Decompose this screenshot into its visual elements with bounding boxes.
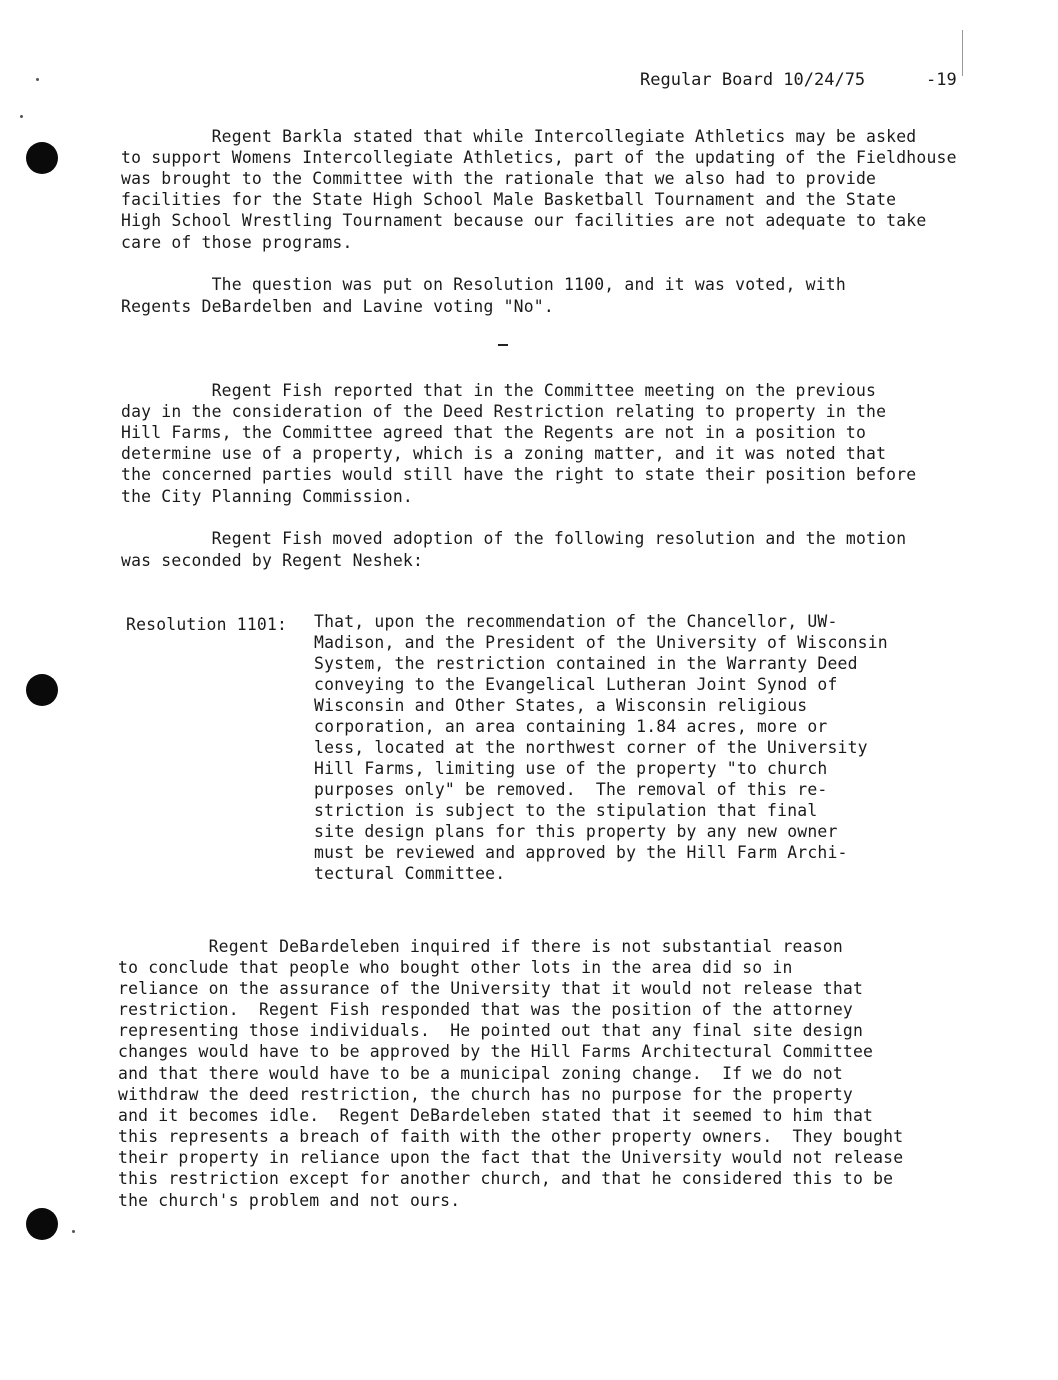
resolution-line: less, located at the northwest corner of the University [314, 738, 868, 757]
resolution-line: That, upon the recommendation of the Chancellor, UW- [314, 612, 838, 631]
resolution-line: site design plans for this property by any new owner [314, 822, 838, 841]
header-page-number: -19 [926, 70, 957, 90]
text-line: Hill Farms, the Committee agreed that the Regents are not in a position to [121, 423, 867, 442]
scan-speck [72, 1230, 75, 1233]
text-line: care of those programs. [121, 233, 353, 252]
text-line: changes would have to be approved by the Hill Farms Architectural Committee [118, 1042, 874, 1061]
punch-hole-top [26, 142, 58, 174]
text-line: the concerned parties would still have the right to state their position before [121, 465, 917, 484]
text-line: determine use of a property, which is a zoning matter, and it was noted that [121, 444, 887, 463]
text-line: the City Planning Commission. [121, 487, 413, 506]
resolution-line: corporation, an area containing 1.84 acres, more or [314, 717, 828, 736]
text-line: reliance on the assurance of the University that it would not release that [118, 979, 864, 998]
resolution-line: Madison, and the President of the University of Wisconsin [314, 633, 888, 652]
resolution-line: conveying to the Evangelical Lutheran Joint Synod of [314, 675, 838, 694]
resolution-line: striction is subject to the stipulation that final [314, 801, 818, 820]
text-line: facilities for the State High School Male Basketball Tournament and the State [121, 190, 897, 209]
resolution-line: System, the restriction contained in the Warranty Deed [314, 654, 858, 673]
scan-edge-mark [962, 30, 963, 76]
resolution-label: Resolution 1101: [126, 615, 288, 634]
text-line: restriction. Regent Fish responded that was the position of the attorney [118, 1000, 853, 1019]
scan-speck [36, 78, 39, 81]
text-line: was brought to the Committee with the rationale that we also had to provide [121, 169, 877, 188]
header-title: Regular Board 10/24/75 [640, 70, 866, 90]
text-line: High School Wrestling Tournament because our facilities are not adequate to take [121, 211, 927, 230]
text-line: Regent Fish moved adoption of the following resolution and the motion [121, 529, 907, 548]
punch-hole-bottom [26, 1208, 58, 1240]
separator-dash [498, 344, 508, 346]
text-line: Regent Fish reported that in the Committee meeting on the previous [121, 381, 877, 400]
text-line: Regents DeBardelben and Lavine voting "No". [121, 297, 554, 316]
text-line: Regent DeBardeleben inquired if there is not substantial reason [118, 937, 843, 956]
text-line: this represents a breach of faith with the other property owners. They bought [118, 1127, 904, 1146]
resolution-line: Hill Farms, limiting use of the property "to church [314, 759, 828, 778]
text-line: to conclude that people who bought other lots in the area did so in [118, 958, 793, 977]
text-line: withdraw the deed restriction, the church has no purpose for the property [118, 1085, 853, 1104]
text-line: was seconded by Regent Neshek: [121, 551, 424, 570]
resolution-line: tectural Committee. [314, 864, 506, 883]
text-line: day in the consideration of the Deed Restriction relating to property in the [121, 402, 887, 421]
text-line: this restriction except for another church, and that he considered this to be [118, 1169, 894, 1188]
text-line: and that there would have to be a municipal zoning change. If we do not [118, 1064, 843, 1083]
text-line: to support Womens Intercollegiate Athletics, part of the updating of the Fieldhouse [121, 148, 957, 167]
resolution-line: purposes only" be removed. The removal of this re- [314, 780, 828, 799]
resolution-line: Wisconsin and Other States, a Wisconsin religious [314, 696, 808, 715]
text-line: the church's problem and not ours. [118, 1191, 461, 1210]
punch-hole-middle [26, 674, 58, 706]
scan-speck [20, 115, 23, 118]
text-line: Regent Barkla stated that while Intercollegiate Athletics may be asked [121, 127, 917, 146]
text-line: The question was put on Resolution 1100, and it was voted, with [121, 275, 846, 294]
resolution-line: must be reviewed and approved by the Hill Farm Archi- [314, 843, 848, 862]
text-line: their property in reliance upon the fact that the University would not release [118, 1148, 904, 1167]
text-line: representing those individuals. He pointed out that any final site design [118, 1021, 864, 1040]
text-line: and it becomes idle. Regent DeBardeleben stated that it seemed to him that [118, 1106, 874, 1125]
